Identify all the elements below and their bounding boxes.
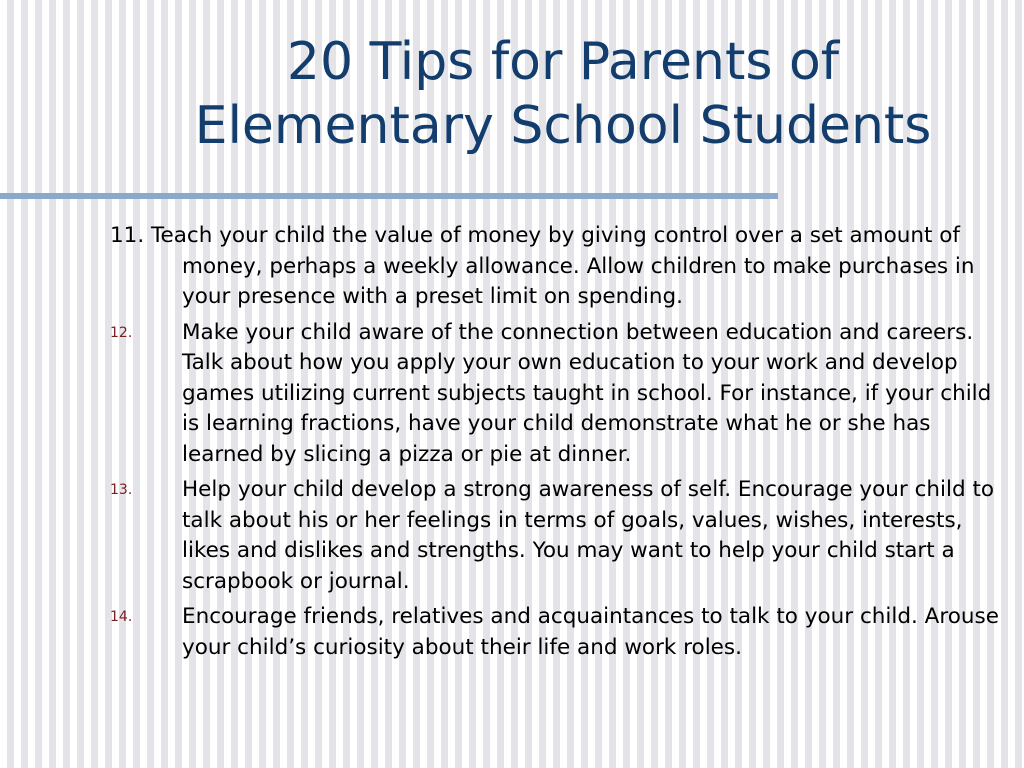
slide-title-line-1: 20 Tips for Parents of xyxy=(286,32,840,92)
tip-number-11: 11. xyxy=(110,223,152,248)
tip-text-12: Make your child aware of the connection between education and careers. Talk about how you apply your own education to your work and develop games utilizing current subjects taught in school. For instance, if your child is learning fractions, have your child demonstrate what he or she has learned by slicing a pizza or pie at dinner. xyxy=(182,319,992,467)
tip-item-13 xyxy=(110,475,1010,597)
tip-item-14 xyxy=(110,602,1010,663)
tip-number-13: 13. xyxy=(110,482,133,498)
tip-text-13: Help your child develop a strong awareness of self. Encourage your child to talk about his or her feelings in terms of goals, values, wishes, interests, likes and dislikes and strengths. You may want to help your child start a scrapbook or journal. xyxy=(182,477,995,594)
slide-title-line-2: Elementary School Students xyxy=(194,96,932,156)
tip-number-14: 14. xyxy=(110,609,133,625)
title-divider xyxy=(0,193,778,199)
tip-text-11: Teach your child the value of money by giving control over a set amount of money, perhaps a weekly allowance. Allow children to make purchases in your presence with a preset limit on spending. xyxy=(151,223,975,309)
tips-list xyxy=(110,221,1010,668)
tip-text-14: Encourage friends, relatives and acquaintances to talk to your child. Arouse your child’s curiosity about their life and work roles. xyxy=(182,604,999,660)
tip-item-11 xyxy=(110,221,1010,313)
slide-title xyxy=(108,30,1018,158)
tip-item-12 xyxy=(110,318,1010,471)
tip-number-12: 12. xyxy=(110,324,133,341)
